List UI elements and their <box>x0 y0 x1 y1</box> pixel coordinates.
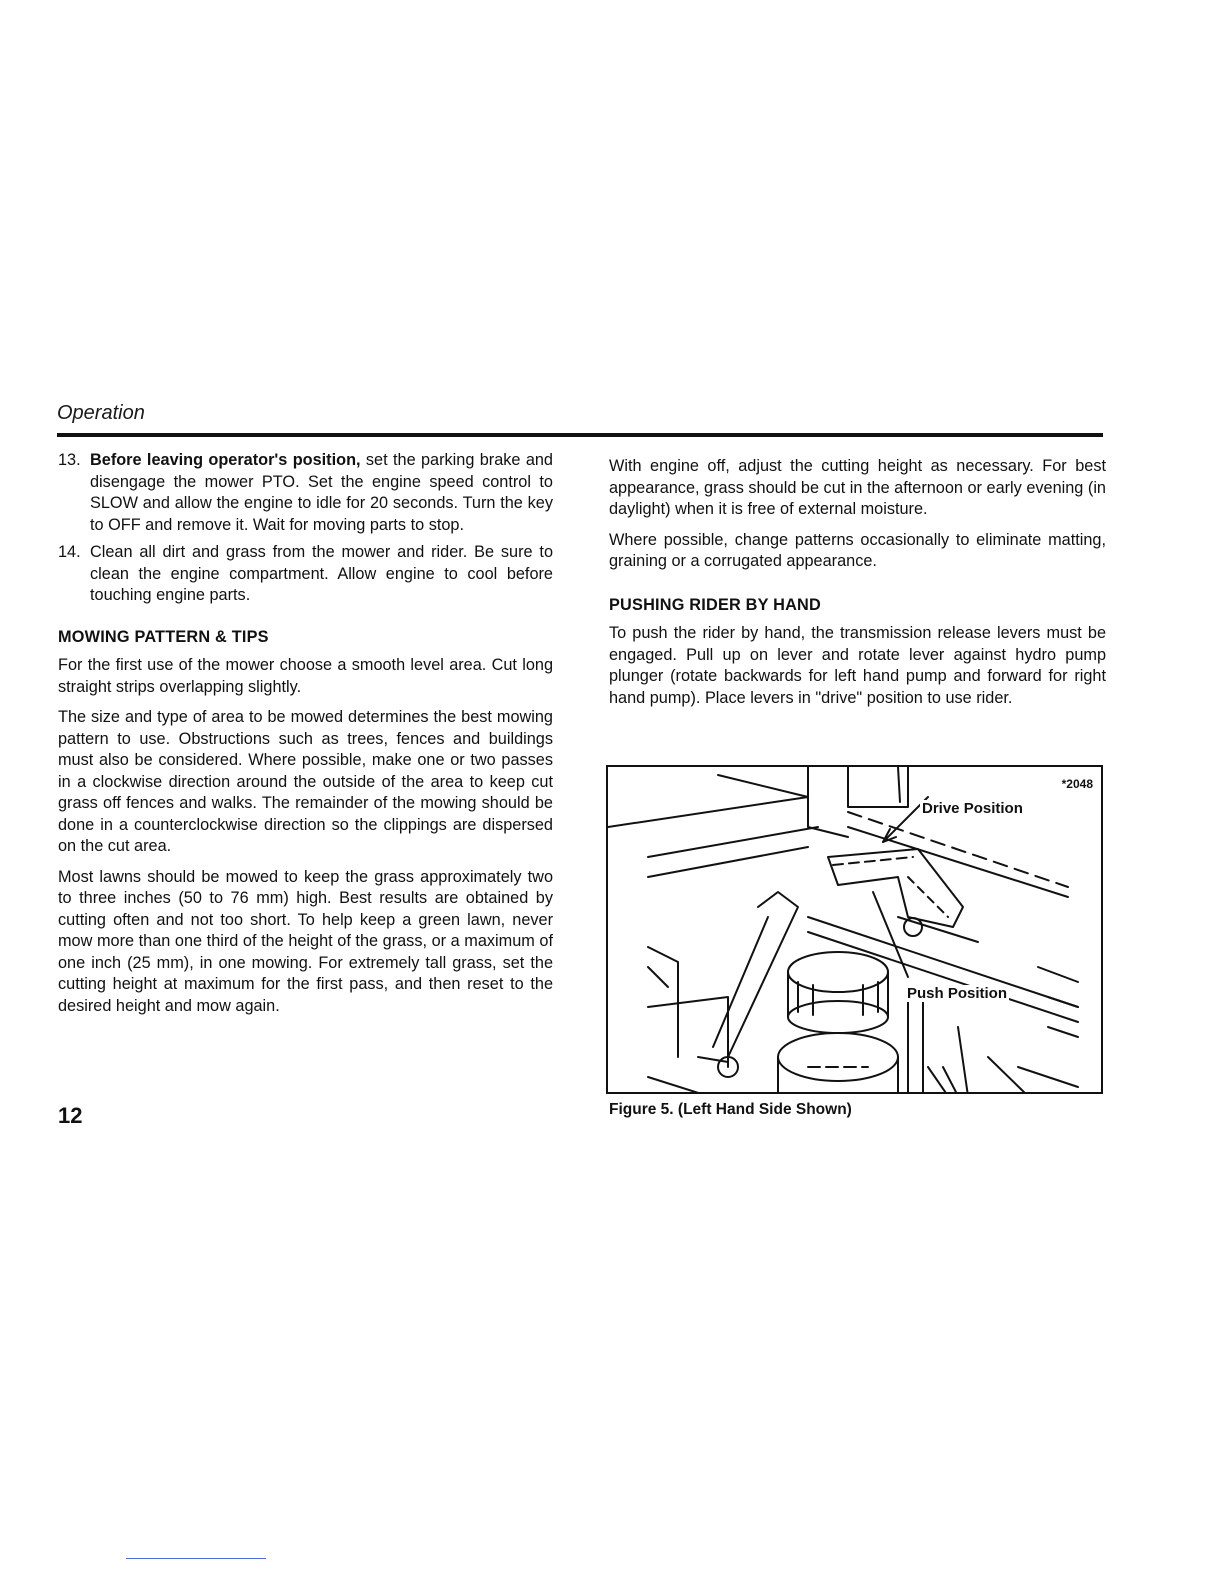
list-body <box>90 450 553 536</box>
list-number: 13. <box>58 451 81 469</box>
lever-illustration <box>608 767 1103 1094</box>
header-rule <box>57 433 1103 437</box>
paragraph: Most lawns should be mowed to keep the grass approximately two to three inches (50 to 76 mm) high. Best results are obtained by cutting often and not too short. To help keep a green lawn, never mow more than one third of the height of the grass, or a maximum of one inch (25 mm), in one mowing. For extremely tall grass, set the cutting height at maximum for the first pass, and then reset to the desired height and mow again. <box>58 867 553 1015</box>
figure-number: *2048 <box>1061 777 1093 791</box>
list-text: set the parking brake and disengage the mower PTO. Set the engine speed control to SLOW and allow the engine to idle for 20 seconds. Turn the key to OFF and remove it. Wait for moving parts to stop. <box>90 451 553 534</box>
figure-illustration <box>606 765 1103 1094</box>
list-item-13 <box>58 450 553 536</box>
paragraph: With engine off, adjust the cutting height as necessary. For best appearance, grass should be cut in the afternoon or early evening (in daylight) when it is free of external moisture. <box>609 457 1106 518</box>
section-header: Operation <box>57 402 145 424</box>
figure-caption: Figure 5. (Left Hand Side Shown) <box>609 1101 852 1118</box>
left-column <box>58 450 553 1026</box>
page-number: 12 <box>58 1103 83 1128</box>
heading-mowing-pattern: MOWING PATTERN & TIPS <box>58 627 269 646</box>
right-column <box>609 456 1106 718</box>
bold-lead: Before leaving operator's position, <box>90 451 361 469</box>
list-item-14 <box>58 542 553 607</box>
paragraph: The size and type of area to be mowed determines the best mowing pattern to use. Obstructions such as trees, fences and buildings must also be considered. Where possible, make one or two passes in a clockwise direction around the outside of the area to keep cut grass off fences and walks. The remainder of the mowing should be done in a counterclockwise direction so the clippings are dispersed on the cut area. <box>58 708 553 855</box>
paragraph: For the first use of the mower choose a smooth level area. Cut long straight strips overlapping slightly. <box>58 656 553 696</box>
list-number: 14. <box>58 543 81 561</box>
heading-pushing-rider: PUSHING RIDER BY HAND <box>609 595 821 614</box>
bottom-link-underline <box>126 1558 266 1559</box>
list-body: Clean all dirt and grass from the mower and rider. Be sure to clean the engine compartment. Allow engine to cool before touching engine parts. <box>90 543 553 604</box>
paragraph: To push the rider by hand, the transmission release levers must be engaged. Pull up on lever and rotate lever against hydro pump plunger (rotate backwards for left hand pump and forward for right hand pump). Place levers in "drive" position to use rider. <box>609 624 1106 707</box>
paragraph: Where possible, change patterns occasionally to eliminate matting, graining or a corrugated appearance. <box>609 530 1106 570</box>
push-position-label: Push Position <box>907 985 1008 1002</box>
drive-position-label: Drive Position <box>922 800 1023 817</box>
